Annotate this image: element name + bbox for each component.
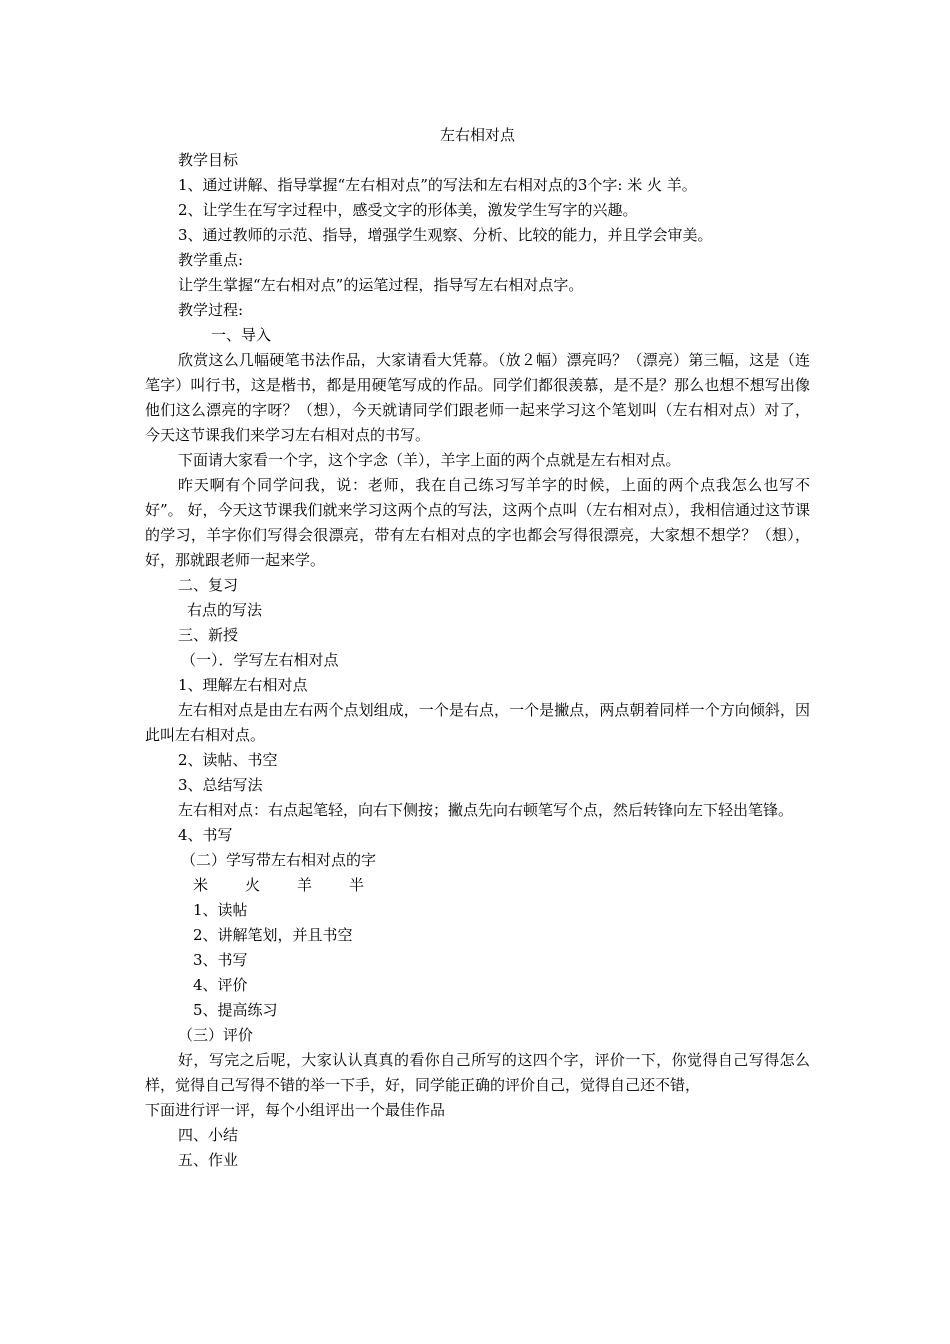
step-heading: 2、读帖、书空: [178, 751, 278, 769]
paragraph: 左右相对点：右点起笔轻，向右下侧按；撇点先向右顿笔写个点，然后转锋向左下轻出笔锋。: [178, 801, 794, 819]
section-heading: 三、新授: [178, 626, 239, 644]
list-item: 5、提高练习: [193, 1001, 278, 1019]
process-heading: 教学过程:: [178, 301, 244, 319]
paragraph: 昨天啊有个同学问我，说：老师，我在自己练习写羊字的时候，上面的两个点我怎么也写不好”。 好，今天这节课我们就来学习这两个点的写法，这两个点叫（左右相对点），我相信通过这节课的学习，羊字你们写得会很漂亮，带有左右相对点的字也都会写得很漂亮，大家想不想学？（想），好，那就跟老师一起来学。: [145, 476, 810, 569]
section-heading: 一、导入: [211, 326, 272, 344]
objective-item: 1、通过讲解、指导掌握“左右相对点”的写法和左右相对点的3个字: 米 火 羊。: [178, 176, 697, 194]
list-item: 2、讲解笔划，并且书空: [193, 926, 353, 944]
section-heading: 五、作业: [178, 1151, 239, 1169]
subsection-heading: （二）学写带左右相对点的字: [181, 851, 377, 869]
step-heading: 1、理解左右相对点: [178, 676, 308, 694]
practice-char: 半: [349, 876, 365, 894]
objectives-heading: 教学目标: [178, 151, 239, 169]
practice-char: 火: [245, 876, 261, 894]
practice-char: 米: [193, 876, 209, 894]
list-item: 右点的写法: [187, 601, 263, 619]
focus-heading: 教学重点:: [178, 251, 244, 269]
step-heading: 3、总结写法: [178, 776, 263, 794]
document-body: [145, 123, 810, 1173]
objective-item: 2、让学生在写字过程中，感受文字的形体美，激发学生写字的兴趣。: [178, 201, 638, 219]
paragraph: 好，写完之后呢，大家认认真真的看你自己所写的这四个字，评价一下，你觉得自己写得怎么样，觉得自己写得不错的举一下手，好，同学能正确的评价自己，觉得自己还不错，: [145, 1051, 810, 1094]
section-heading: 四、小结: [178, 1126, 239, 1144]
objective-item: 3、通过教师的示范、指导，增强学生观察、分析、比较的能力，并且学会审美。: [178, 226, 713, 244]
section-heading: 二、复习: [178, 576, 239, 594]
practice-characters: [145, 873, 810, 898]
paragraph: 下面请大家看一个字，这个字念（羊），羊字上面的两个点就是左右相对点。: [178, 451, 681, 469]
paragraph: 下面进行评一评，每个小组评出一个最佳作品: [145, 1101, 446, 1119]
page-title: 左右相对点: [439, 126, 515, 144]
list-item: 3、书写: [193, 951, 248, 969]
paragraph: 左右相对点是由左右两个点划组成，一个是右点，一个是撇点，两点朝着同样一个方向倾斜，因此叫左右相对点。: [145, 701, 810, 744]
subsection-heading: （三）评价: [178, 1026, 254, 1044]
list-item: 1、读帖: [193, 901, 248, 919]
paragraph: 欣赏这么几幅硬笔书法作品，大家请看大凭幕。（放２幅）漂亮吗？（漂亮）第三幅，这是（连笔字）叫行书，这是楷书，都是用硬笔写成的作品。同学们都很羡慕，是不是？那么也想不想写出像他们这么漂亮的字呀？（想），今天就请同学们跟老师一起来学习这个笔划叫（左右相对点）对了，今天这节课我们来学习左右相对点的书写。: [145, 351, 810, 444]
practice-char: 羊: [297, 876, 313, 894]
step-heading: 4、书写: [178, 826, 233, 844]
list-item: 4、评价: [193, 976, 248, 994]
subsection-heading: （一）．学写左右相对点: [181, 651, 339, 669]
focus-text: 让学生掌握“左右相对点”的运笔过程，指导写左右相对点字。: [178, 276, 584, 294]
